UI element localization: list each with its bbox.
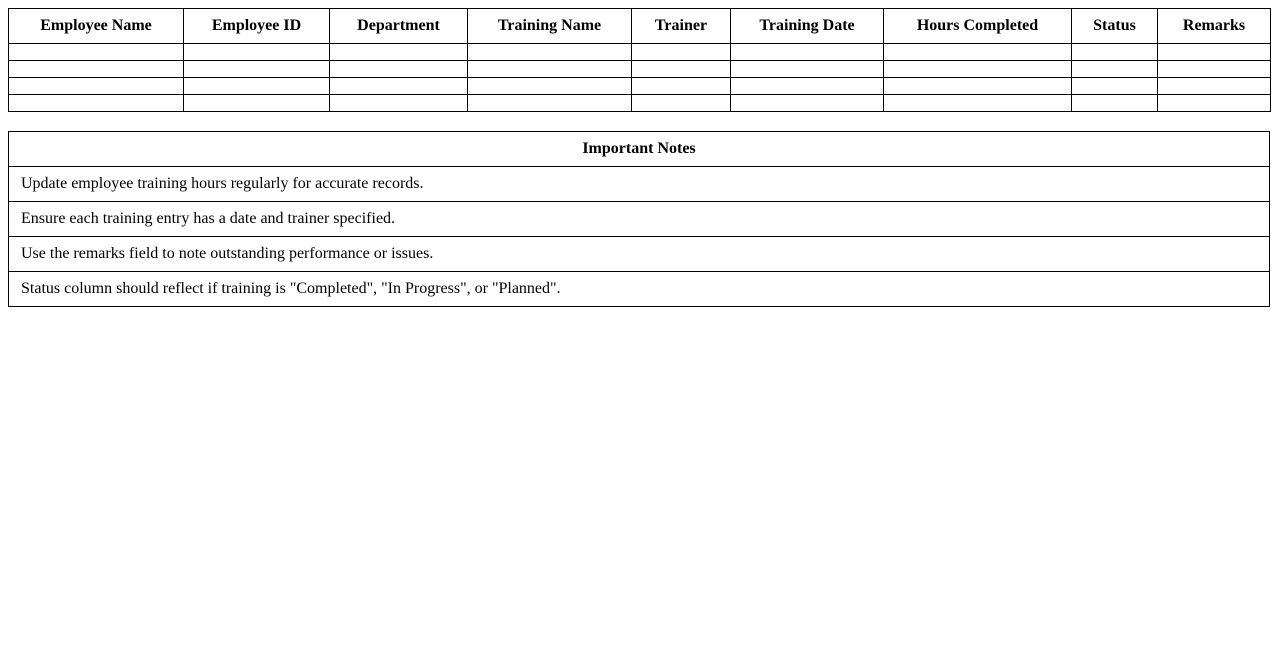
important-notes-table xyxy=(8,131,1270,307)
table-cell[interactable] xyxy=(884,44,1072,61)
table-cell[interactable] xyxy=(1158,61,1271,78)
note-row xyxy=(9,237,1270,272)
table-cell[interactable] xyxy=(330,78,468,95)
table-row xyxy=(9,44,1271,61)
column-header-employee-id: Employee ID xyxy=(184,9,330,44)
note-row xyxy=(9,167,1270,202)
table-cell[interactable] xyxy=(632,61,731,78)
note-item: Update employee training hours regularly for accurate records. xyxy=(9,167,1270,202)
table-cell[interactable] xyxy=(330,44,468,61)
note-row xyxy=(9,202,1270,237)
note-item: Status column should reflect if training is "Completed", "In Progress", or "Planned". xyxy=(9,272,1270,307)
table-cell[interactable] xyxy=(731,61,884,78)
note-row xyxy=(9,272,1270,307)
column-header-status: Status xyxy=(1072,9,1158,44)
table-cell[interactable] xyxy=(184,78,330,95)
table-cell[interactable] xyxy=(1072,61,1158,78)
table-cell[interactable] xyxy=(330,61,468,78)
table-cell[interactable] xyxy=(1158,95,1271,112)
column-header-training-name: Training Name xyxy=(468,9,632,44)
table-cell[interactable] xyxy=(1072,95,1158,112)
page xyxy=(8,8,1270,307)
table-cell[interactable] xyxy=(1072,44,1158,61)
column-header-employee-name: Employee Name xyxy=(9,9,184,44)
table-cell[interactable] xyxy=(632,95,731,112)
table-cell[interactable] xyxy=(330,95,468,112)
table-cell[interactable] xyxy=(468,61,632,78)
table-cell[interactable] xyxy=(9,44,184,61)
note-item: Use the remarks field to note outstanding performance or issues. xyxy=(9,237,1270,272)
note-item: Ensure each training entry has a date and trainer specified. xyxy=(9,202,1270,237)
table-cell[interactable] xyxy=(731,44,884,61)
column-header-hours-completed: Hours Completed xyxy=(884,9,1072,44)
table-cell[interactable] xyxy=(884,61,1072,78)
table-row xyxy=(9,95,1271,112)
table-cell[interactable] xyxy=(184,95,330,112)
table-cell[interactable] xyxy=(184,44,330,61)
table-cell[interactable] xyxy=(9,95,184,112)
table-cell[interactable] xyxy=(9,78,184,95)
table-row xyxy=(9,78,1271,95)
table-cell[interactable] xyxy=(1158,44,1271,61)
table-row xyxy=(9,61,1271,78)
notes-header-row xyxy=(9,132,1270,167)
table-cell[interactable] xyxy=(468,78,632,95)
table-cell[interactable] xyxy=(9,61,184,78)
table-cell[interactable] xyxy=(731,78,884,95)
table-cell[interactable] xyxy=(468,95,632,112)
table-cell[interactable] xyxy=(1158,78,1271,95)
table-cell[interactable] xyxy=(468,44,632,61)
table-cell[interactable] xyxy=(632,78,731,95)
table-cell[interactable] xyxy=(1072,78,1158,95)
training-records-table xyxy=(8,8,1271,112)
notes-title: Important Notes xyxy=(9,132,1270,167)
table-cell[interactable] xyxy=(632,44,731,61)
table-cell[interactable] xyxy=(731,95,884,112)
table-cell[interactable] xyxy=(884,78,1072,95)
table-cell[interactable] xyxy=(184,61,330,78)
column-header-department: Department xyxy=(330,9,468,44)
table-header-row xyxy=(9,9,1271,44)
table-cell[interactable] xyxy=(884,95,1072,112)
column-header-training-date: Training Date xyxy=(731,9,884,44)
column-header-remarks: Remarks xyxy=(1158,9,1271,44)
column-header-trainer: Trainer xyxy=(632,9,731,44)
